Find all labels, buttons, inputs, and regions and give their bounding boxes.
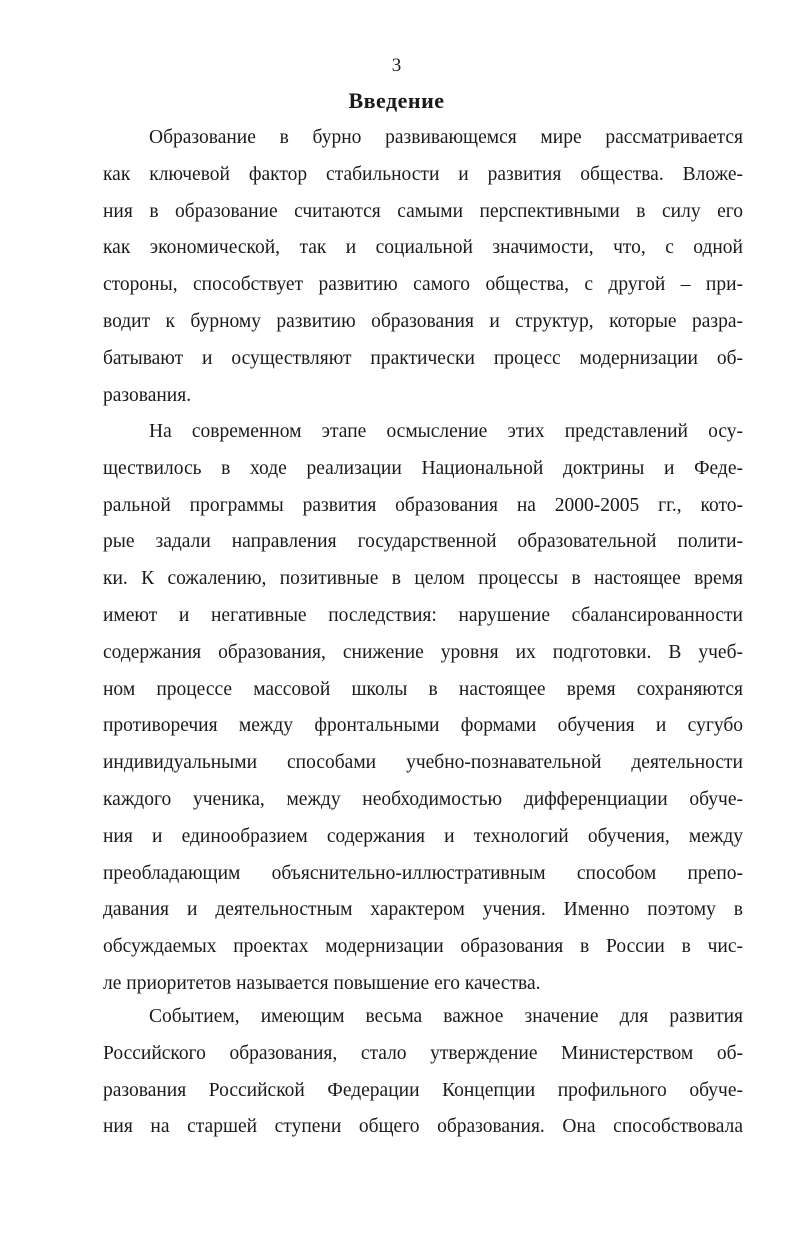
text-line: На современном этапе осмысление этих представлений осу- [149,421,743,442]
text-line: водит к бурному развитию образования и структур, которые разра- [103,310,743,332]
section-title: Введение [348,88,445,113]
text-line: имеют и негативные последствия: нарушение сбалансированности [103,604,743,626]
text-line: как экономической, так и социальной значимости, что, с одной [103,237,743,259]
text-line: давания и деятельностным характером учения. Именно поэтому в [103,899,743,921]
text-line: как ключевой фактор стабильности и развития общества. Вложе- [103,163,743,185]
text-line: батывают и осуществляют практически процесс модернизации об- [103,347,743,369]
page-number: 3 [391,55,402,76]
text-line: ральной программы развития образования на 2000-2005 гг., кото- [103,494,743,516]
text-line: ном процессе массовой школы в настоящее время сохраняются [103,678,743,700]
text-line: Образование в бурно развивающемся мире рассматривается [149,127,743,148]
text-line: индивидуальными способами учебно-познавательной деятельности [103,752,743,774]
paragraph-2 [103,414,743,1003]
text-line: обсуждаемых проектах модернизации образования в России в чис- [103,936,743,958]
text-line: ния в образование считаются самыми перспективными в силу его [103,200,743,222]
text-line: каждого ученика, между необходимостью дифференциации обуче- [103,788,743,810]
text-line: ния и единообразием содержания и технологий обучения, между [103,825,743,847]
text-line: Российского образования, стало утверждение Министерством об- [103,1042,743,1064]
text-line: рые задали направления государственной образовательной полити- [103,531,743,553]
paragraph-1 [103,120,743,414]
text-line: Событием, имеющим весьма важное значение для развития [149,1006,743,1027]
text-line: ния на старшей ступени общего образования. Она способствовала [103,1116,743,1138]
text-line: стороны, способствует развитию самого общества, с другой – при- [103,274,743,296]
text-line: преобладающим объяснительно-иллюстративным способом препо- [103,862,743,884]
paragraph-3 [103,999,743,1146]
text-line: противоречия между фронтальными формами обучения и сугубо [103,715,743,737]
text-line: содержания образования, снижение уровня их подготовки. В учеб- [103,641,743,663]
text-line: ле приоритетов называется повышение его качества. [103,972,541,994]
text-line: разования. [103,384,192,406]
text-line: ществилось в ходе реализации Национальной доктрины и Феде- [103,457,743,479]
text-line: разования Российской Федерации Концепции профильного обуче- [103,1079,743,1101]
text-line: ки. К сожалению, позитивные в целом процессы в настоящее время [103,568,743,590]
